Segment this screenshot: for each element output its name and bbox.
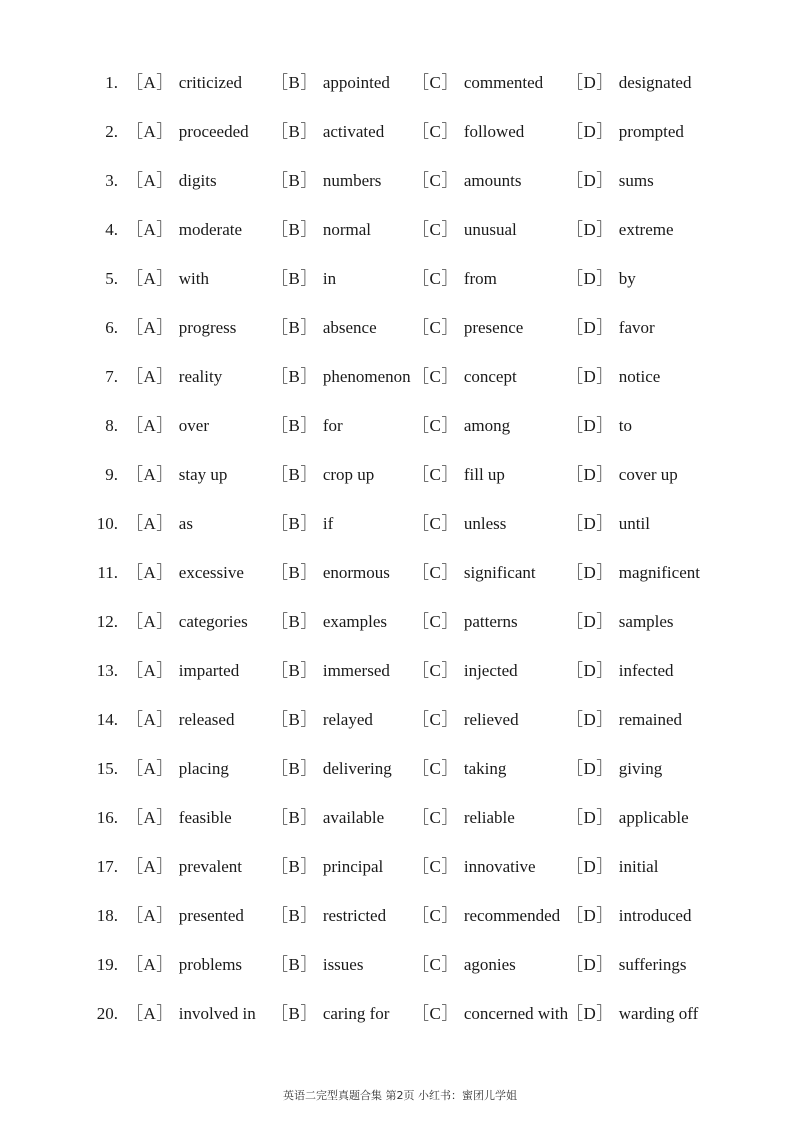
option-text: recommended [463, 906, 561, 925]
option-text: imparted [178, 661, 240, 680]
option-text: progress [178, 318, 237, 337]
option-text: over [178, 416, 209, 435]
option-letter: ［A］ [126, 367, 174, 386]
question-number: 11. [97, 563, 118, 582]
option-a [126, 107, 249, 156]
option-text: available [322, 808, 385, 827]
option-letter: ［D］ [566, 416, 614, 435]
option-text: remained [618, 710, 683, 729]
option-text: presence [463, 318, 524, 337]
option-text: relieved [463, 710, 519, 729]
question-number: 7. [105, 367, 118, 386]
option-c [412, 205, 517, 254]
option-letter: ［A］ [126, 661, 174, 680]
option-text: prevalent [178, 857, 243, 876]
option-d [566, 499, 650, 548]
option-a [126, 205, 242, 254]
option-text: for [322, 416, 343, 435]
option-text: notice [618, 367, 661, 386]
option-text: injected [463, 661, 518, 680]
option-b [271, 303, 377, 352]
option-b [271, 842, 383, 891]
option-letter: ［A］ [126, 808, 174, 827]
option-text: prompted [618, 122, 684, 141]
option-text: with [178, 269, 210, 288]
option-letter: ［C］ [412, 612, 459, 631]
question-number: 12. [96, 612, 118, 631]
option-letter: ［A］ [126, 318, 174, 337]
option-b [271, 499, 333, 548]
option-b [271, 254, 336, 303]
option-text: sums [618, 171, 654, 190]
option-letter: ［C］ [412, 416, 459, 435]
option-text: reality [178, 367, 223, 386]
option-b [271, 401, 343, 450]
option-letter: ［D］ [566, 808, 614, 827]
option-letter: ［B］ [271, 171, 318, 190]
option-c [412, 597, 518, 646]
option-text: initial [618, 857, 659, 876]
option-text: extreme [618, 220, 674, 239]
option-b [271, 352, 411, 401]
option-text: warding off [618, 1004, 699, 1023]
option-text: cover up [618, 465, 678, 484]
question-number: 1. [105, 73, 118, 92]
option-b [271, 205, 371, 254]
option-letter: ［A］ [126, 612, 174, 631]
option-c [412, 793, 515, 842]
question-number: 18. [96, 906, 118, 925]
option-letter: ［B］ [271, 955, 318, 974]
option-d [566, 254, 636, 303]
option-text: crop up [322, 465, 375, 484]
option-d [566, 548, 700, 597]
question-row [0, 499, 800, 548]
option-a [126, 548, 244, 597]
option-b [271, 989, 389, 1038]
option-a [126, 940, 242, 989]
option-letter: ［D］ [566, 171, 614, 190]
option-text: agonies [463, 955, 516, 974]
option-text: placing [178, 759, 229, 778]
question-row [0, 842, 800, 891]
option-text: principal [322, 857, 384, 876]
option-letter: ［B］ [271, 710, 318, 729]
option-letter: ［D］ [566, 906, 614, 925]
option-letter: ［C］ [412, 318, 459, 337]
option-text: in [322, 269, 337, 288]
option-letter: ［D］ [566, 857, 614, 876]
option-text: relayed [322, 710, 373, 729]
option-text: released [178, 710, 235, 729]
option-c [412, 58, 543, 107]
option-d [566, 58, 691, 107]
option-d [566, 597, 674, 646]
option-a [126, 303, 236, 352]
option-b [271, 695, 373, 744]
option-b [271, 450, 374, 499]
option-text: caring for [322, 1004, 390, 1023]
option-d [566, 352, 660, 401]
option-text: delivering [322, 759, 392, 778]
option-text: innovative [463, 857, 536, 876]
option-text: to [618, 416, 633, 435]
option-letter: ［C］ [412, 955, 459, 974]
option-letter: ［C］ [412, 122, 459, 141]
option-text: absence [322, 318, 377, 337]
option-c [412, 548, 536, 597]
option-text: among [463, 416, 511, 435]
option-letter: ［B］ [271, 318, 318, 337]
option-text: normal [322, 220, 371, 239]
option-c [412, 695, 519, 744]
option-text: problems [178, 955, 243, 974]
option-letter: ［D］ [566, 1004, 614, 1023]
option-text: commented [463, 73, 544, 92]
option-letter: ［A］ [126, 759, 174, 778]
option-text: restricted [322, 906, 387, 925]
option-a [126, 989, 256, 1038]
option-text: patterns [463, 612, 518, 631]
option-letter: ［A］ [126, 269, 174, 288]
option-letter: ［C］ [412, 563, 459, 582]
option-letter: ［A］ [126, 122, 174, 141]
question-row [0, 205, 800, 254]
option-d [566, 842, 658, 891]
option-text: introduced [618, 906, 692, 925]
option-a [126, 793, 232, 842]
option-letter: ［D］ [566, 759, 614, 778]
option-letter: ［D］ [566, 661, 614, 680]
option-a [126, 744, 229, 793]
option-letter: ［D］ [566, 465, 614, 484]
option-letter: ［D］ [566, 318, 614, 337]
option-d [566, 401, 632, 450]
question-row [0, 744, 800, 793]
question-row [0, 891, 800, 940]
option-text: until [618, 514, 650, 533]
option-letter: ［A］ [126, 220, 174, 239]
option-d [566, 205, 674, 254]
option-letter: ［B］ [271, 661, 318, 680]
option-text: moderate [178, 220, 243, 239]
option-a [126, 695, 234, 744]
option-text: applicable [618, 808, 689, 827]
option-d [566, 989, 698, 1038]
question-row [0, 254, 800, 303]
option-letter: ［C］ [412, 269, 459, 288]
option-text: reliable [463, 808, 515, 827]
option-c [412, 303, 523, 352]
option-letter: ［A］ [126, 563, 174, 582]
question-number: 9. [105, 465, 118, 484]
option-d [566, 107, 684, 156]
option-letter: ［B］ [271, 367, 318, 386]
option-letter: ［A］ [126, 73, 174, 92]
option-a [126, 450, 227, 499]
option-letter: ［B］ [271, 122, 318, 141]
option-d [566, 940, 686, 989]
question-number: 13. [96, 661, 118, 680]
option-letter: ［B］ [271, 220, 318, 239]
option-text: as [178, 514, 193, 533]
option-letter: ［B］ [271, 857, 318, 876]
option-b [271, 107, 384, 156]
option-text: immersed [322, 661, 390, 680]
option-text: presented [178, 906, 244, 925]
option-b [271, 646, 390, 695]
option-text: feasible [178, 808, 232, 827]
option-b [271, 793, 384, 842]
option-letter: ［C］ [412, 220, 459, 239]
option-c [412, 450, 505, 499]
option-letter: ［D］ [566, 220, 614, 239]
question-number: 3. [105, 171, 118, 190]
option-text: examples [322, 612, 388, 631]
option-letter: ［A］ [126, 465, 174, 484]
option-letter: ［D］ [566, 612, 614, 631]
option-letter: ［B］ [271, 612, 318, 631]
question-number: 8. [105, 416, 118, 435]
option-c [412, 744, 506, 793]
option-letter: ［A］ [126, 906, 174, 925]
option-a [126, 352, 222, 401]
option-text: taking [463, 759, 507, 778]
option-b [271, 548, 390, 597]
option-letter: ［A］ [126, 1004, 174, 1023]
option-letter: ［A］ [126, 710, 174, 729]
question-number: 2. [105, 122, 118, 141]
option-d [566, 156, 654, 205]
option-letter: ［B］ [271, 759, 318, 778]
question-list [0, 58, 800, 1038]
option-letter: ［C］ [412, 171, 459, 190]
option-a [126, 842, 242, 891]
question-number: 14. [96, 710, 118, 729]
option-letter: ［B］ [271, 73, 318, 92]
question-number: 4. [105, 220, 118, 239]
option-text: concerned with [463, 1004, 569, 1023]
option-letter: ［B］ [271, 563, 318, 582]
option-text: enormous [322, 563, 390, 582]
option-letter: ［B］ [271, 1004, 318, 1023]
option-text: stay up [178, 465, 228, 484]
option-text: sufferings [618, 955, 687, 974]
option-letter: ［D］ [566, 73, 614, 92]
question-number: 20. [96, 1004, 118, 1023]
option-d [566, 646, 674, 695]
option-c [412, 156, 521, 205]
option-letter: ［C］ [412, 857, 459, 876]
question-number: 10. [96, 514, 118, 533]
question-number: 5. [105, 269, 118, 288]
option-letter: ［B］ [271, 808, 318, 827]
option-text: activated [322, 122, 385, 141]
option-text: significant [463, 563, 536, 582]
option-text: issues [322, 955, 364, 974]
option-d [566, 744, 662, 793]
option-letter: ［A］ [126, 857, 174, 876]
option-letter: ［A］ [126, 171, 174, 190]
option-text: followed [463, 122, 525, 141]
option-text: by [618, 269, 636, 288]
question-row [0, 989, 800, 1038]
option-text: unless [463, 514, 507, 533]
question-number: 16. [96, 808, 118, 827]
option-letter: ［C］ [412, 808, 459, 827]
option-text: criticized [178, 73, 243, 92]
option-c [412, 891, 560, 940]
option-b [271, 597, 387, 646]
option-d [566, 695, 682, 744]
option-b [271, 58, 390, 107]
option-b [271, 940, 363, 989]
question-row [0, 450, 800, 499]
question-row [0, 695, 800, 744]
option-text: unusual [463, 220, 517, 239]
option-c [412, 352, 517, 401]
option-text: if [322, 514, 334, 533]
question-row [0, 401, 800, 450]
option-text: numbers [322, 171, 382, 190]
option-text: amounts [463, 171, 522, 190]
question-row [0, 548, 800, 597]
option-text: from [463, 269, 497, 288]
option-text: magnificent [618, 563, 700, 582]
option-text: samples [618, 612, 674, 631]
option-letter: ［A］ [126, 955, 174, 974]
question-row [0, 58, 800, 107]
option-text: categories [178, 612, 248, 631]
option-letter: ［B］ [271, 269, 318, 288]
option-c [412, 989, 568, 1038]
option-d [566, 793, 689, 842]
option-text: proceeded [178, 122, 249, 141]
option-text: involved in [178, 1004, 256, 1023]
option-letter: ［C］ [412, 1004, 459, 1023]
option-a [126, 891, 244, 940]
option-letter: ［D］ [566, 955, 614, 974]
option-a [126, 58, 242, 107]
option-letter: ［A］ [126, 416, 174, 435]
option-letter: ［D］ [566, 122, 614, 141]
option-letter: ［C］ [412, 465, 459, 484]
option-c [412, 499, 506, 548]
option-d [566, 303, 655, 352]
option-letter: ［B］ [271, 906, 318, 925]
option-letter: ［D］ [566, 367, 614, 386]
option-letter: ［D］ [566, 269, 614, 288]
option-b [271, 156, 381, 205]
option-text: favor [618, 318, 655, 337]
option-c [412, 401, 510, 450]
option-text: concept [463, 367, 517, 386]
option-c [412, 842, 536, 891]
option-letter: ［D］ [566, 514, 614, 533]
page-footer: 英语二完型真题合集 第2页 小红书：蜜团儿学姐 [283, 1089, 517, 1102]
option-d [566, 891, 691, 940]
option-c [412, 940, 516, 989]
option-c [412, 646, 518, 695]
option-text: excessive [178, 563, 244, 582]
option-letter: ［D］ [566, 710, 614, 729]
question-row [0, 352, 800, 401]
option-letter: ［D］ [566, 563, 614, 582]
question-row [0, 646, 800, 695]
option-letter: ［C］ [412, 759, 459, 778]
option-text: phenomenon [322, 367, 411, 386]
question-row [0, 597, 800, 646]
option-text: appointed [322, 73, 390, 92]
option-letter: ［B］ [271, 465, 318, 484]
option-letter: ［C］ [412, 906, 459, 925]
option-a [126, 156, 217, 205]
option-a [126, 499, 193, 548]
option-text: infected [618, 661, 674, 680]
option-text: designated [618, 73, 692, 92]
option-c [412, 107, 524, 156]
question-number: 17. [96, 857, 118, 876]
question-row [0, 940, 800, 989]
option-text: fill up [463, 465, 505, 484]
option-a [126, 401, 209, 450]
option-text: giving [618, 759, 663, 778]
option-letter: ［B］ [271, 514, 318, 533]
option-c [412, 254, 497, 303]
option-letter: ［C］ [412, 514, 459, 533]
option-letter: ［B］ [271, 416, 318, 435]
option-letter: ［C］ [412, 73, 459, 92]
question-row [0, 156, 800, 205]
question-row [0, 107, 800, 156]
question-number: 19. [96, 955, 118, 974]
question-number: 15. [96, 759, 118, 778]
option-text: digits [178, 171, 217, 190]
option-b [271, 891, 386, 940]
option-b [271, 744, 392, 793]
option-a [126, 646, 239, 695]
option-a [126, 254, 209, 303]
question-row [0, 303, 800, 352]
option-letter: ［C］ [412, 367, 459, 386]
question-row [0, 793, 800, 842]
option-letter: ［A］ [126, 514, 174, 533]
option-d [566, 450, 678, 499]
option-a [126, 597, 248, 646]
option-letter: ［C］ [412, 710, 459, 729]
option-letter: ［C］ [412, 661, 459, 680]
question-number: 6. [105, 318, 118, 337]
